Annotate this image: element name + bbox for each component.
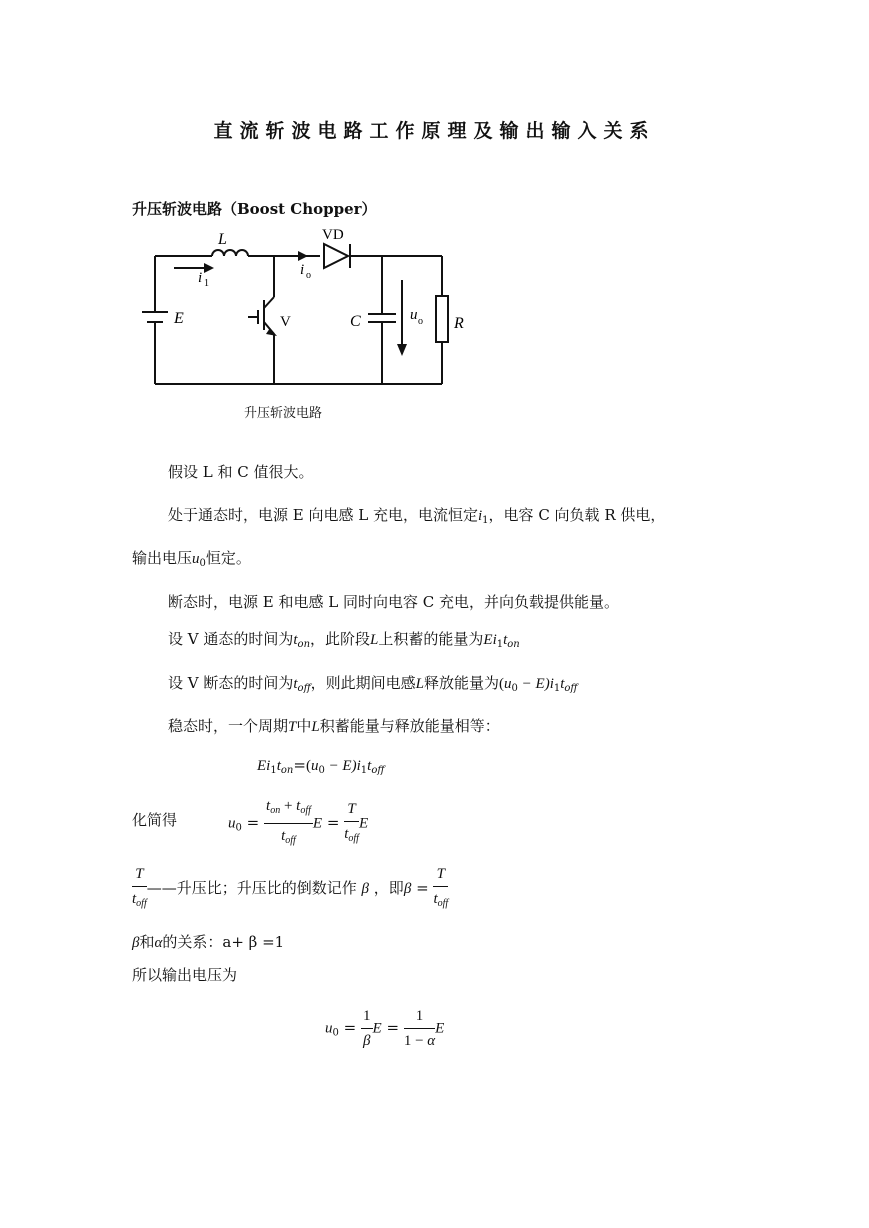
label-VD: VD bbox=[322, 227, 344, 243]
equation-output-voltage: $u_0$ = $\frac{1}{\beta}$ E = $\frac{1}{1 - \alpha}$ E bbox=[325, 1008, 445, 1049]
paragraph-output-voltage-result: 所以输出电压为 bbox=[132, 966, 238, 984]
label-R: R bbox=[454, 315, 464, 332]
equation-energy-balance: $Ei_1t_{on}=(u_0 - E)i_1t_{off}$ bbox=[257, 756, 385, 776]
paragraph-off-energy: 设 V 断态的时间为$t_{off}$，则此期间电感L释放能量为$(u_0 - E)i_1t_{off}$ bbox=[168, 674, 578, 694]
paragraph-assumption: 假设 L 和 C 值很大。 bbox=[168, 463, 314, 481]
paragraph-steady-state: 稳态时，一个周期T中L积蓄能量与释放能量相等： bbox=[168, 717, 500, 735]
label-V: V bbox=[280, 314, 291, 330]
equation-simplified: $u_0$ = $\frac{t_{on} + t_{off}}{t_{off}}$ E = $\frac{T}{t_{off}}$ E bbox=[228, 798, 369, 846]
label-uo-sub: o bbox=[418, 316, 423, 327]
figure-caption: 升压斩波电路 bbox=[244, 406, 323, 421]
paragraph-on-energy: 设 V 通态的时间为$t_{on}$，此阶段L上积蓄的能量为$Ei_1t_{on}$ bbox=[168, 630, 520, 650]
label-i1: i bbox=[198, 270, 203, 286]
paragraph-alpha-beta: β和α的关系：a+ β =1 bbox=[132, 933, 285, 951]
label-io: i bbox=[300, 262, 305, 278]
boost-chopper-circuit bbox=[130, 222, 470, 392]
label-E: E bbox=[174, 310, 184, 327]
paragraph-output-voltage: 输出电压$u_0$恒定。 bbox=[132, 549, 251, 569]
paragraph-boost-ratio: $\frac{T}{t_{off}}$ ——升压比；升压比的倒数记作 β ，即β = $\frac{T}{t_{off}}$ bbox=[132, 866, 449, 909]
section-heading: 升压斩波电路（Boost Chopper） bbox=[132, 200, 377, 218]
label-io-sub: o bbox=[306, 270, 311, 281]
label-L: L bbox=[218, 231, 227, 248]
label-C: C bbox=[350, 313, 361, 330]
label-i1-sub: 1 bbox=[204, 278, 209, 289]
page-title: 直流斩波电路工作原理及输出输入关系 bbox=[213, 120, 656, 142]
label-simplify: 化简得 bbox=[132, 811, 178, 829]
label-uo: u bbox=[410, 307, 418, 323]
paragraph-off-state: 断态时，电源 E 和电感 L 同时向电容 C 充电，并向负载提供能量。 bbox=[168, 593, 619, 611]
paragraph-on-state: 处于通态时，电源 E 向电感 L 充电，电流恒定$i_1$，电容 C 向负载 R 供电， bbox=[168, 506, 666, 526]
